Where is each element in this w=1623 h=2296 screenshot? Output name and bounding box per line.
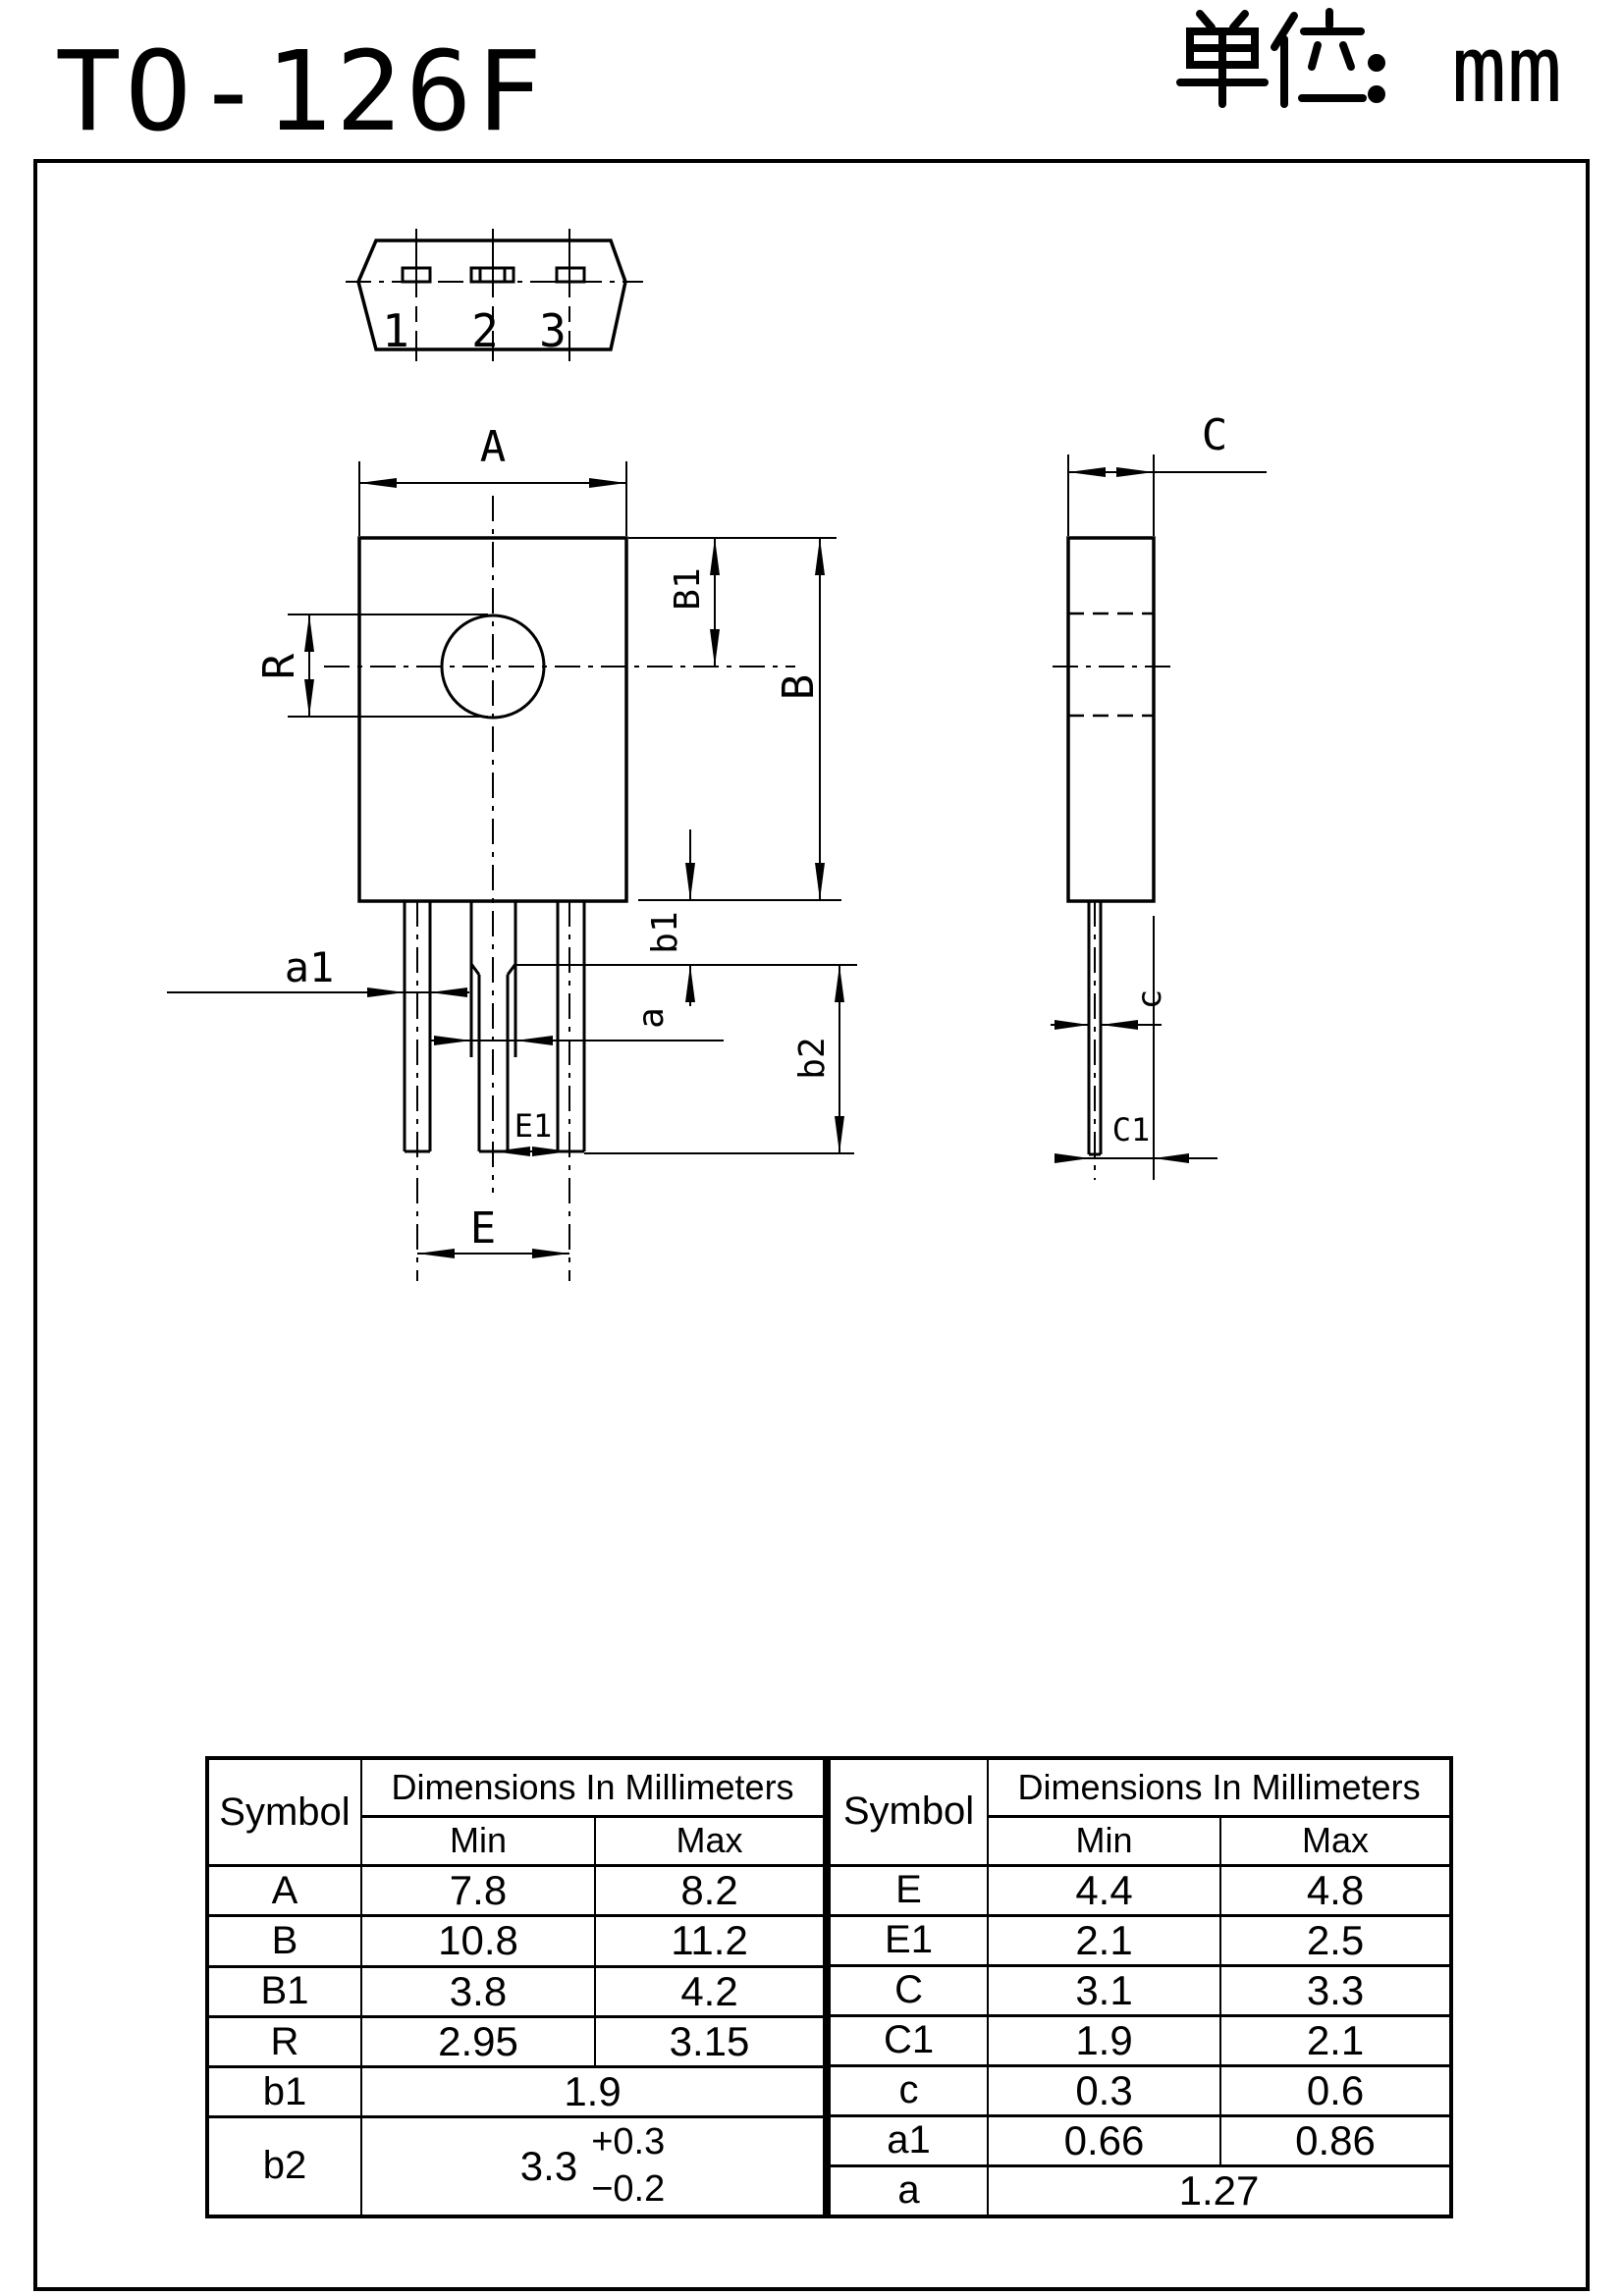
b2-tol-minus: −0.2: [591, 2167, 666, 2210]
cell-max: 2.1: [1220, 2015, 1451, 2065]
dim-label-b1: b1: [645, 911, 685, 954]
pin-number-2: 2: [471, 304, 499, 357]
table-header-row: [207, 1758, 825, 1816]
cell-min: 7.8: [361, 1866, 595, 1916]
dim-label-a1: a1: [284, 943, 335, 991]
table-row: [829, 2165, 1451, 2216]
cell-max: 4.2: [595, 1966, 825, 2016]
cell-value-merged: [361, 2117, 825, 2216]
dimension-c: [1051, 989, 1169, 1030]
header-dimensions: Dimensions In Millimeters: [361, 1758, 825, 1816]
cell-min: 0.3: [988, 2065, 1220, 2115]
header-max: Max: [1220, 1816, 1451, 1865]
cell-max: 3.3: [1220, 1965, 1451, 2015]
dim-label-B1: B1: [668, 567, 708, 611]
cell-min: 3.1: [988, 1965, 1220, 2015]
dimension-b1: [515, 829, 857, 1006]
lead-3: [558, 901, 584, 1151]
dimension-C: [1068, 410, 1267, 536]
front-view: [167, 422, 857, 1281]
dimension-E: [417, 1203, 569, 1258]
header-symbol: Symbol: [207, 1758, 361, 1866]
pin-number-1: 1: [382, 304, 409, 357]
dimension-C1: [1055, 1111, 1217, 1163]
table-row: [207, 2016, 825, 2066]
cell-symbol: b1: [207, 2067, 361, 2117]
b2-nominal: 3.3: [519, 2142, 578, 2189]
cell-min: 2.1: [988, 1915, 1220, 1965]
cell-symbol: a1: [829, 2115, 988, 2165]
dim-label-A: A: [479, 422, 507, 472]
dim-label-C: C: [1201, 410, 1228, 460]
cell-symbol: C: [829, 1965, 988, 2015]
table-row: [207, 1866, 825, 1916]
cell-value-merged: 1.9: [361, 2067, 825, 2117]
header-max: Max: [595, 1816, 825, 1865]
cell-max: 2.5: [1220, 1915, 1451, 1965]
unit-colon-dot: [1368, 85, 1385, 103]
unit-mm: mm: [1451, 17, 1563, 124]
header-dimensions: Dimensions In Millimeters: [988, 1758, 1451, 1816]
dim-label-C1: C1: [1111, 1111, 1151, 1148]
table-row: [207, 1916, 825, 1966]
cell-symbol: a: [829, 2165, 988, 2216]
dimension-a: [430, 1007, 724, 1045]
table-row: [829, 2115, 1451, 2165]
b2-tol-plus: +0.3: [591, 2121, 666, 2163]
unit-label: [1180, 12, 1562, 124]
header-min: Min: [361, 1816, 595, 1865]
cell-min: 4.4: [988, 1865, 1220, 1915]
cell-symbol: b2: [207, 2117, 361, 2216]
cell-max: 11.2: [595, 1916, 825, 1966]
cell-max: 0.6: [1220, 2065, 1451, 2115]
cell-symbol: R: [207, 2016, 361, 2066]
cell-symbol: C1: [829, 2015, 988, 2065]
table-row: [207, 2067, 825, 2117]
dimension-b2: [584, 965, 854, 1153]
cell-min: 0.66: [988, 2115, 1220, 2165]
cell-symbol: c: [829, 2065, 988, 2115]
table-header-row: [829, 1758, 1451, 1816]
table-row: [829, 2065, 1451, 2115]
cell-symbol: B: [207, 1916, 361, 1966]
table-row: [829, 1915, 1451, 1965]
pin-number-3: 3: [539, 304, 567, 357]
dim-label-B: B: [774, 673, 824, 701]
unit-cjk-danwei: [1180, 12, 1363, 104]
dim-label-E1: E1: [514, 1107, 553, 1145]
cell-min: 2.95: [361, 2016, 595, 2066]
table-row: [207, 2117, 825, 2216]
table-row: [207, 1966, 825, 2016]
cell-symbol: E: [829, 1865, 988, 1915]
dimension-table-left: [205, 1756, 827, 2218]
cell-min: 3.8: [361, 1966, 595, 2016]
side-view: [1051, 410, 1267, 1180]
cell-min: 10.8: [361, 1916, 595, 1966]
dim-label-E: E: [469, 1203, 497, 1254]
dim-label-c: c: [1130, 988, 1169, 1010]
cell-max: 0.86: [1220, 2115, 1451, 2165]
cell-symbol: A: [207, 1866, 361, 1916]
dim-label-a: a: [631, 1007, 672, 1029]
dimension-a1: [167, 943, 469, 997]
dimension-table-right: [827, 1756, 1453, 2218]
top-view: [346, 229, 643, 361]
table-row: [829, 2015, 1451, 2065]
header-symbol: Symbol: [829, 1758, 988, 1865]
cell-max: 3.15: [595, 2016, 825, 2066]
side-body-outline: [1068, 538, 1154, 901]
dimension-table: [205, 1756, 1453, 2218]
cell-max: 4.8: [1220, 1865, 1451, 1915]
page-title: TO-126F: [55, 28, 547, 156]
cell-min: 1.9: [988, 2015, 1220, 2065]
cell-symbol: B1: [207, 1966, 361, 2016]
table-row: [829, 1865, 1451, 1915]
header-min: Min: [988, 1816, 1220, 1865]
dimension-B1: [628, 538, 837, 667]
cell-max: 8.2: [595, 1866, 825, 1916]
cell-value-merged: 1.27: [988, 2165, 1451, 2216]
dim-label-R: R: [254, 653, 304, 680]
cell-symbol: E1: [829, 1915, 988, 1965]
dim-label-b2: b2: [792, 1037, 833, 1080]
unit-colon-dot: [1368, 54, 1385, 72]
table-row: [829, 1965, 1451, 2015]
